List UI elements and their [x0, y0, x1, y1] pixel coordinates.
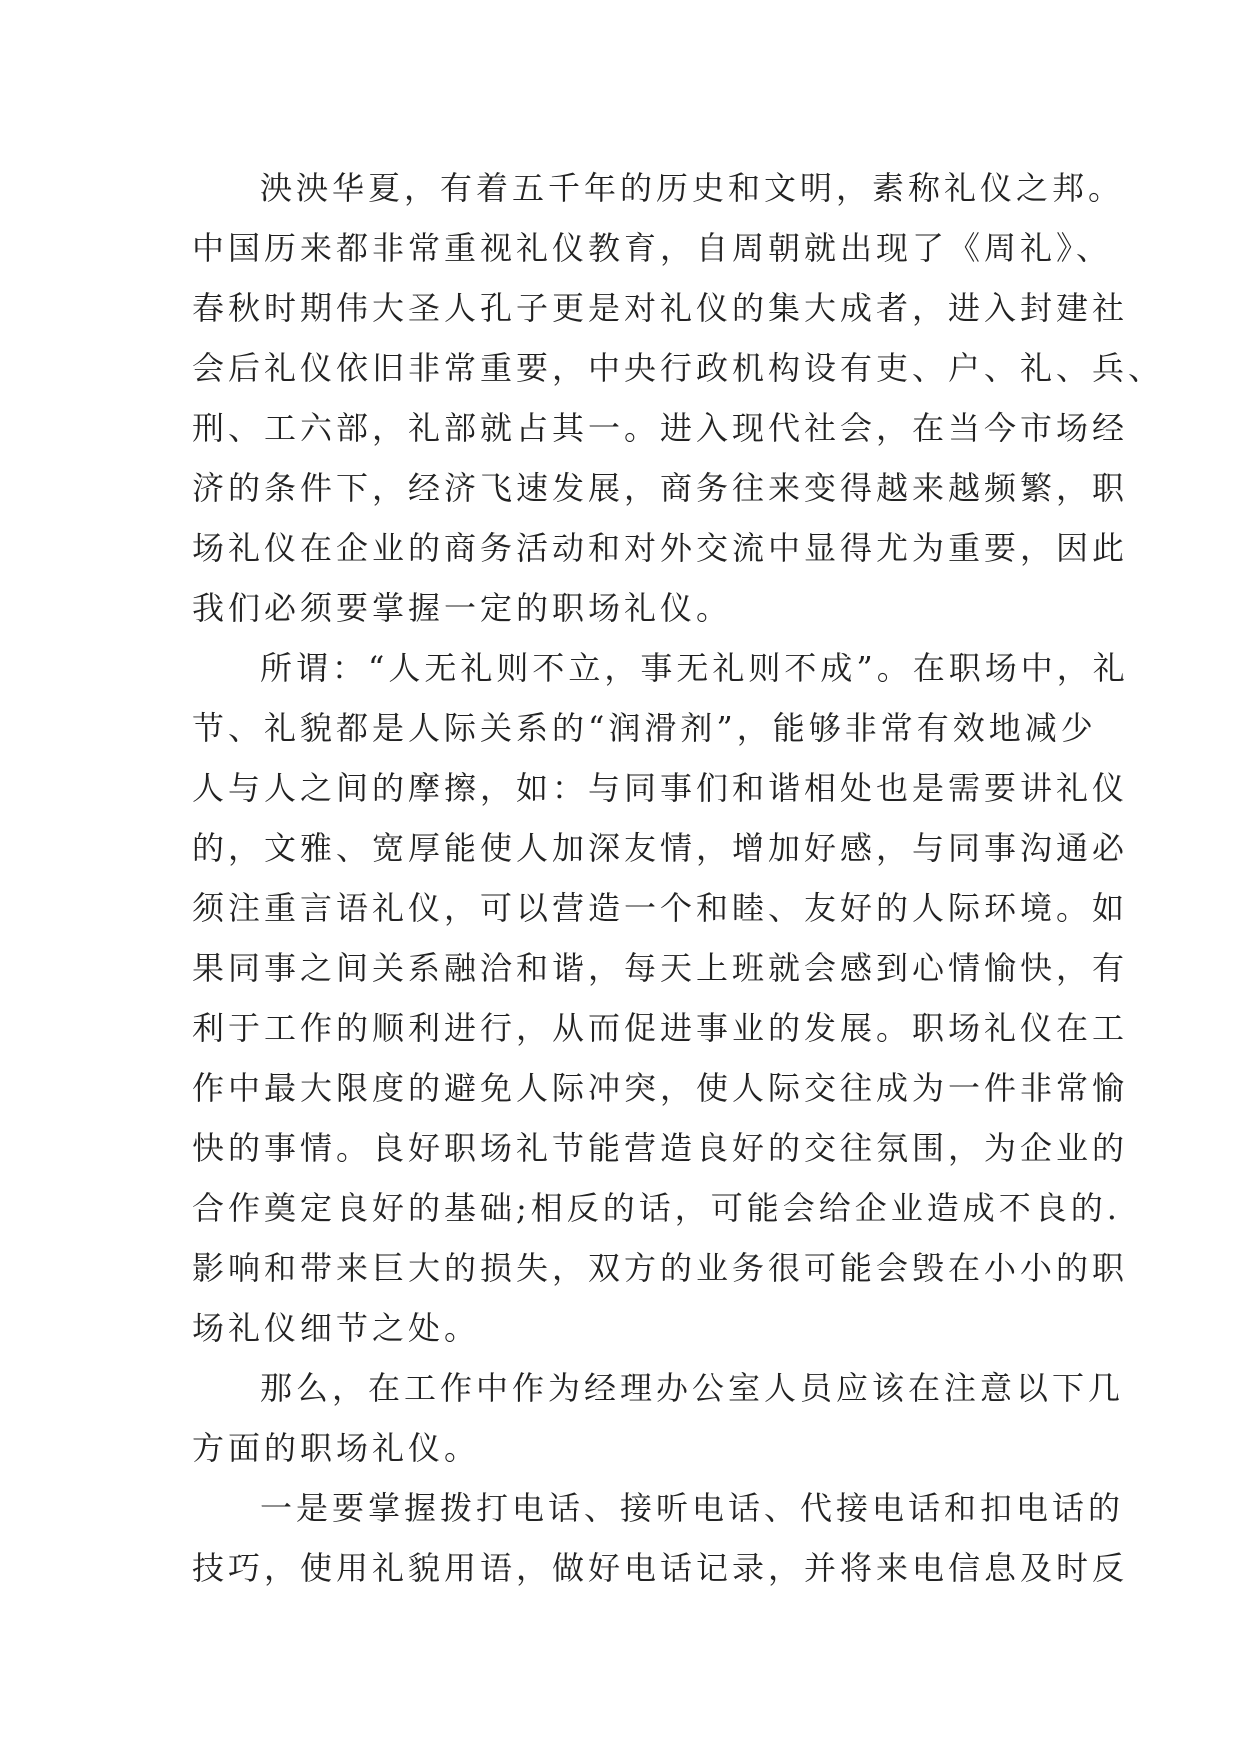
document-body [192, 158, 1165, 1598]
text-line: 一是要掌握拨打电话、接听电话、代接电话和扣电话的 [260, 1489, 1125, 1527]
text-line: 技巧，使用礼貌用语，做好电话记录，并将来电信息及时反 [192, 1549, 1129, 1587]
text-line: 中国历来都非常重视礼仪教育，自周朝就出现了《周礼》、 [192, 229, 1113, 267]
text-line: 节、礼貌都是人际关系的“润滑剂”，能够非常有效地减少 [192, 709, 1097, 747]
text-line: 作中最大限度的避免人际冲突，使人际交往成为一件非常愉 [192, 1069, 1129, 1107]
text-line: 所谓：“人无礼则不立，事无礼则不成”。在职场中，礼 [260, 649, 1129, 687]
text-line: 我们必须要掌握一定的职场礼仪。 [192, 589, 733, 627]
text-line: 须注重言语礼仪，可以营造一个和睦、友好的人际环境。如 [192, 889, 1129, 927]
text-line: 泱泱华夏，有着五千年的历史和文明，素称礼仪之邦。 [260, 169, 1125, 207]
text-line: 春秋时期伟大圣人孔子更是对礼仪的集大成者，进入封建社 [192, 289, 1129, 327]
text-line: 那么，在工作中作为经理办公室人员应该在注意以下几 [260, 1369, 1125, 1407]
text-line: 刑、工六部，礼部就占其一。进入现代社会，在当今市场经 [192, 409, 1129, 447]
paragraph-3 [192, 1358, 1125, 1478]
paragraph-2 [192, 638, 1129, 1358]
text-line: 的，文雅、宽厚能使人加深友情，增加好感，与同事沟通必 [192, 829, 1129, 867]
text-line: 影响和带来巨大的损失，双方的业务很可能会毁在小小的职 [192, 1249, 1129, 1287]
text-line: 济的条件下，经济飞速发展，商务往来变得越来越频繁，职 [192, 469, 1129, 507]
text-line: 场礼仪在企业的商务活动和对外交流中显得尤为重要，因此 [192, 529, 1129, 567]
text-line: 利于工作的顺利进行，从而促进事业的发展。职场礼仪在工 [192, 1009, 1129, 1047]
text-line: 快的事情。良好职场礼节能营造良好的交往氛围，为企业的 [192, 1129, 1129, 1167]
text-line: 人与人之间的摩擦，如：与同事们和谐相处也是需要讲礼仪 [192, 769, 1129, 807]
text-line: 会后礼仪依旧非常重要，中央行政机构设有吏、户、礼、兵、 [192, 349, 1165, 387]
text-line: 果同事之间关系融洽和谐，每天上班就会感到心情愉快，有 [192, 949, 1129, 987]
text-line: 场礼仪细节之处。 [192, 1309, 481, 1347]
text-line: 合作奠定良好的基础;相反的话，可能会给企业造成不良的. [192, 1189, 1121, 1227]
paragraph-4 [192, 1478, 1129, 1598]
text-line: 方面的职场礼仪。 [192, 1429, 481, 1467]
paragraph-1 [192, 158, 1165, 638]
